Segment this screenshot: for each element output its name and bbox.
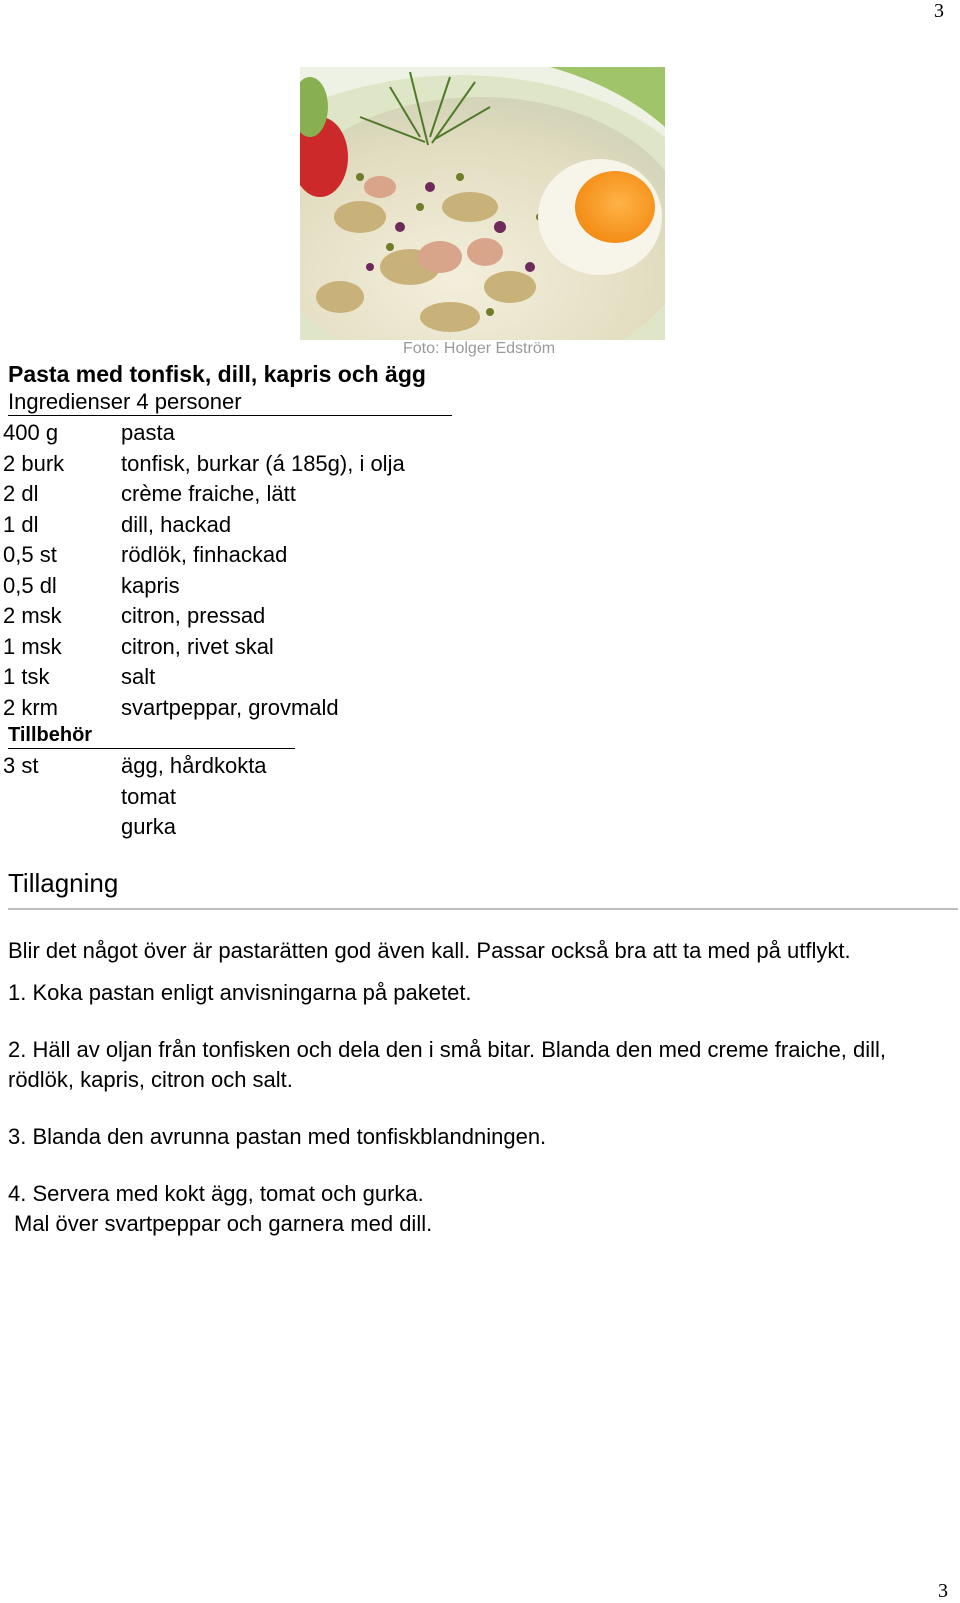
- ingredient-row: [3, 449, 405, 480]
- ingredient-qty: 2 msk: [3, 603, 62, 628]
- ingredient-row: [3, 693, 405, 724]
- accessory-qty: 3 st: [3, 753, 39, 778]
- ingredient-name: svartpeppar, grovmald: [121, 694, 339, 720]
- page-number-top: 3: [934, 0, 944, 22]
- ingredient-name: salt: [121, 664, 156, 689]
- ingredient-row: [3, 601, 405, 632]
- pasta-salad-image: [300, 67, 665, 340]
- ingredient-qty: 400 g: [3, 420, 59, 445]
- page-number-bottom: 3: [938, 1580, 948, 1602]
- ingredient-name: kapris: [121, 572, 180, 598]
- ingredient-qty: 1 msk: [3, 633, 62, 659]
- accessory-name: gurka: [121, 814, 177, 839]
- ingredient-name: citron, pressad: [121, 603, 266, 628]
- ingredient-row: [3, 540, 405, 571]
- ingredient-row: [3, 571, 405, 602]
- ingredient-qty: 2 dl: [3, 481, 39, 506]
- preparation-intro: Blir det något över är pastarätten god även kall. Passar också bra att ta med på utflykt.: [8, 938, 851, 963]
- ingredient-qty: 0,5 st: [3, 542, 57, 567]
- section-divider: [8, 908, 958, 910]
- accessories-header: Tillbehör: [8, 722, 295, 749]
- ingredient-row: [3, 510, 405, 541]
- preparation-step: 2. Häll av oljan från tonfisken och dela den i små bitar. Blanda den med creme fraiche, dill, rödlök, kapris, citron och salt.: [8, 1037, 887, 1092]
- recipe-title: Pasta med tonfisk, dill, kapris och ägg: [8, 361, 426, 387]
- photo-credit: Foto: Holger Edström: [403, 340, 556, 357]
- ingredient-qty: 0,5 dl: [3, 572, 57, 598]
- ingredient-row: [3, 662, 405, 693]
- ingredient-name: crème fraiche, lätt: [121, 481, 296, 506]
- preparation-step: 4. Servera med kokt ägg, tomat och gurka.: [8, 1181, 424, 1206]
- preparation-header: Tillagning: [8, 868, 119, 898]
- ingredient-name: pasta: [121, 420, 175, 445]
- ingredient-qty: 2 krm: [3, 694, 58, 720]
- ingredient-name: citron, rivet skal: [121, 633, 274, 659]
- ingredient-name: rödlök, finhackad: [121, 542, 288, 567]
- preparation-step: 3. Blanda den avrunna pastan med tonfiskblandningen.: [8, 1124, 547, 1149]
- accessory-qty: [3, 812, 121, 843]
- ingredients-header: Ingredienser 4 personer: [8, 389, 452, 416]
- accessory-row: [3, 782, 267, 813]
- preparation-step: 1. Koka pastan enligt anvisningarna på paketet.: [8, 980, 472, 1005]
- accessory-row: [3, 812, 267, 843]
- ingredient-row: [3, 632, 405, 663]
- preparation-final-note: Mal över svartpeppar och garnera med dill.: [14, 1211, 433, 1236]
- ingredients-list: [3, 418, 405, 723]
- ingredient-qty: 1 tsk: [3, 664, 50, 689]
- accessory-row: [3, 751, 267, 782]
- preparation-text: [8, 936, 938, 1239]
- accessories-list: [3, 751, 267, 843]
- ingredient-name: tonfisk, burkar (á 185g), i olja: [121, 450, 405, 476]
- accessory-name: tomat: [121, 783, 177, 809]
- ingredient-qty: 2 burk: [3, 450, 65, 476]
- ingredient-row: [3, 418, 405, 449]
- accessory-name: ägg, hårdkokta: [121, 753, 267, 778]
- ingredient-name: dill, hackad: [121, 511, 232, 537]
- accessory-qty: [3, 782, 121, 813]
- recipe-photo: [300, 67, 665, 340]
- ingredient-row: [3, 479, 405, 510]
- ingredient-qty: 1 dl: [3, 511, 39, 537]
